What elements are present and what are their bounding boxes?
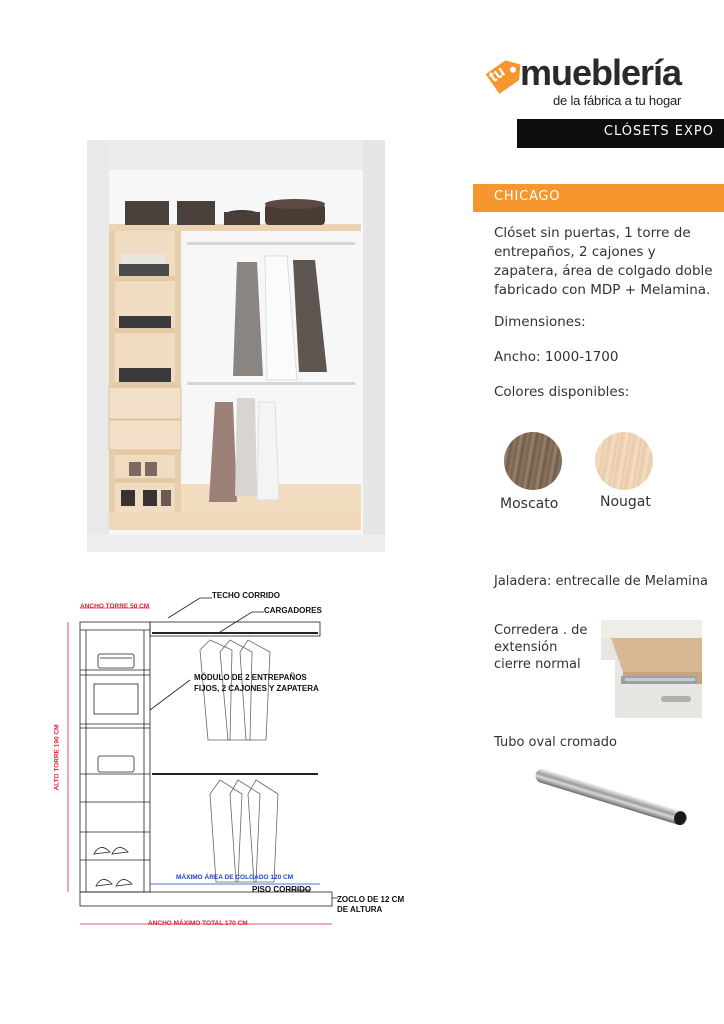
label-modulo-line1: MÓDULO DE 2 ENTREPAÑOS [194, 673, 307, 682]
feature-jaladera: Jaladera: entrecalle de Melamina [494, 574, 708, 589]
label-cargadores: CARGADORES [264, 606, 322, 615]
label-alto-torre: ALTO TORRE 190 CM [53, 724, 61, 791]
label-zoclo-line2: DE ALTURA [337, 905, 383, 914]
label-ancho-total: ANCHO MÁXIMO TOTAL 170 CM [148, 920, 248, 927]
colors-label: Colores disponibles: [494, 384, 630, 400]
technical-drawing [60, 590, 420, 935]
closet-render-image [87, 140, 385, 552]
label-techo-corrido: TECHO CORRIDO [212, 591, 280, 600]
width-range: Ancho: 1000-1700 [494, 349, 619, 365]
chrome-tube-photo [526, 768, 696, 828]
brand-tagline: de la fábrica a tu hogar [553, 93, 682, 108]
label-ancho-torre: ANCHO TORRE 50 CM [80, 603, 150, 610]
color-swatch-moscato [504, 432, 562, 490]
dimensions-label: Dimensiones: [494, 314, 586, 330]
feature-tubo: Tubo oval cromado [494, 735, 617, 750]
brand-name: mueblería [520, 52, 682, 93]
color-name-nougat: Nougat [600, 494, 651, 510]
product-description: Clóset sin puertas, 1 torre de entrepaños, 2 cajones y zapatera, área de colgado doble fabricado con MDP + Melamina. [494, 225, 713, 298]
label-zoclo-line1: ZOCLO DE 12 CM [337, 895, 405, 904]
label-modulo-line2: FIJOS, 2 CAJONES Y ZAPATERA [194, 684, 319, 693]
color-name-moscato: Moscato [500, 496, 559, 512]
label-max-colgado: MÁXIMO ÁREA DE COLGADO 120 CM [176, 874, 294, 881]
drawer-slide-photo [601, 620, 702, 718]
feature-corredera: Corredera . de extensión cierre normal [494, 623, 588, 672]
section-title: CLÓSETS EXPO [517, 119, 724, 148]
brand-tag-text: tu [486, 63, 509, 86]
color-swatch-nougat [595, 432, 653, 490]
label-piso-corrido: PISO CORRIDO [252, 885, 312, 894]
model-title: CHICAGO [473, 184, 724, 212]
